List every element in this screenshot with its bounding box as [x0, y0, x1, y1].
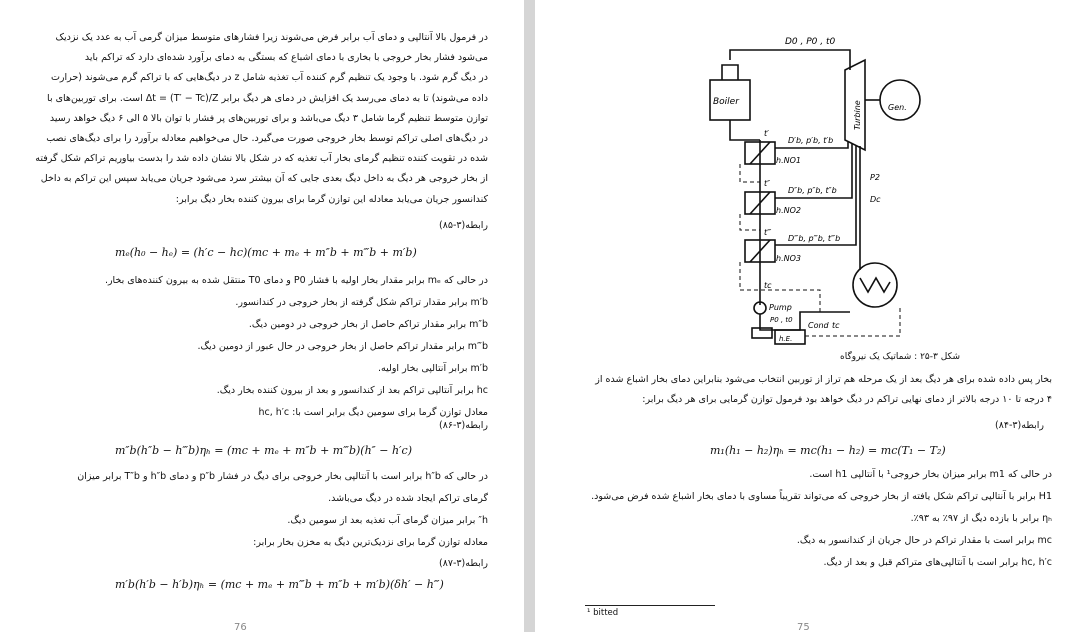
definition-line: m′b برابر آنتالپی بخار اولیه.: [377, 363, 488, 374]
definition-line: در حالی که m1 برابر میزان بخار خروجی¹ با آنتالپی h1 است.: [809, 469, 1052, 480]
page-number: 75: [797, 622, 810, 632]
figure-label-h1: h.NO1: [776, 156, 801, 165]
definition-line: ηₕ برابر با بازده دیگ از ۹۷٪ به ۹۳٪.: [910, 513, 1052, 524]
equation-87: m′b(h′b − h′b)ηₕ = (mc + mₑ + m‴b + m″b + m′b)(δh′ − h‴): [115, 578, 444, 591]
figure-label-t3: t‴: [764, 228, 772, 237]
relation-label: رابطه(۳-۸۵): [439, 220, 488, 231]
definition-line: mc برابر است با مقدار تراکم در حال جریان از کندانسور به دیگ.: [796, 535, 1052, 546]
figure-label-pt: P0 , t0: [770, 316, 793, 324]
equation-84: m₁(h₁ − h₂)ηₕ = mc(h₁ − h₂) = mc(T₁ − T₂): [710, 444, 946, 457]
definition-line: m″b برابر مقدار تراکم حاصل از بخار خروجی در دومین دیگ.: [248, 319, 488, 330]
left-definitions-1: [18, 270, 488, 424]
relation-label: رابطه(۳-۸۷): [439, 558, 488, 569]
figure-label-h3: h.NO3: [776, 254, 801, 263]
figure-label-t1: t′: [764, 129, 769, 138]
figure-label-pump: Pump: [769, 303, 792, 312]
right-definitions: [590, 464, 1052, 574]
figure-label-tc: tc: [764, 281, 772, 290]
definition-line: m′b برابر مقدار تراکم شکل گرفته از بخار خروجی در کندانسور.: [235, 297, 488, 308]
text-line: شده در تقویت کننده تنظیم گرمای بخار آب تغذیه که در شکل بالا نشان داده شد را بدست بیاوریم تراکم شکل گرفته: [35, 153, 488, 165]
relation-label: رابطه(۳-۸۶): [439, 420, 488, 431]
text-line: بخار پس داده شده برای هر دیگ بعد از یک مرحله هم تراز از توربین انتخاب می‌شود بنابراین دمای بخار اشباع شده از: [595, 374, 1052, 385]
figure-label-cond: Cond: [808, 321, 829, 330]
footnote: ¹ bitted: [587, 608, 619, 618]
figure-label-b1: D′b, p′b, t′b: [788, 136, 834, 145]
figure-label-top: D0 , P0 , t0: [785, 37, 836, 47]
text-line: از بخار خروجی هر دیگ به داخل دیگ بعدی جایی که آن بیشتر سرد می‌شود جریان می‌یابد سپس این تراکم به داخل: [40, 173, 488, 185]
figure-label-b3: D‴b, p‴b, t‴b: [788, 234, 841, 243]
text-line: در دیگ‌های اصلی تراکم توسط بخار خروجی صورت می‌گیرد. حال می‌خواهیم معادله برآورد را برای دیگ‌های نصب: [46, 133, 488, 145]
definition-line: H1 برابر با آنتالپی تراکم شکل یافته از بخار خروجی که می‌تواند تقریباً مساوی با دمای بخار اشباع شده فرض می‌شود.: [591, 491, 1052, 502]
text-line: می‌شود فشار بخار خروجی با بخاری با دمای اشباع که بستگی به دمای برآورد شده‌ای دارد که تراکم باید: [84, 52, 488, 64]
equation-85: mₑ(h₀ − hₑ) = (h′c − hc)(mc + mₑ + m″b + m‴b + m′b): [115, 246, 417, 259]
figure-label-pc: P2: [870, 173, 880, 182]
figure-label-h2: h.NO2: [776, 206, 801, 215]
footnote-rule: [585, 605, 715, 606]
figure-label-turbine: Turbine: [853, 100, 862, 130]
figure-label-b2: D″b, p″b, t″b: [788, 186, 837, 195]
figure-label-he: h.E.: [779, 335, 793, 343]
text-line: در دیگ گرم شود. با وجود یک تنظیم گرم کننده آب تغذیه شامل z در دیگ‌هایی که با تراکم گرم می‌شوند (حرارت: [50, 72, 488, 84]
figure-label-boiler: Boiler: [713, 97, 739, 107]
right-page: [535, 0, 1074, 632]
page-number: 76: [234, 622, 247, 632]
definition-line: معادله توازن گرما برای نزدیک‌ترین دیگ به مخزن بخار برابر:: [253, 537, 488, 548]
relation-label: رابطه(۳-۸۴): [995, 420, 1044, 431]
left-page: [0, 0, 524, 632]
left-definitions-2: [18, 466, 488, 554]
text-line: کندانسور جریان می‌یابد معادله این توازن گرما برای بیرون کننده بخار دیگ برابر:: [175, 193, 488, 205]
definition-line: m‴b برابر مقدار تراکم حاصل از بخار خروجی در حال عبور از دومین دیگ.: [197, 341, 488, 352]
definition-line: در حالی که h″b برابر است با آنتالپی بخار خروجی برای دیگ در فشار p″b و دمای h″b و T″b برابر میزان: [77, 471, 488, 482]
text-line: ۴ درجه تا ۱۰ درجه بالاتر از دمای نهایی تراکم در دیگ خواهد بود فرمول توازن گرمایی برای هر دیگ برابر:: [642, 394, 1052, 406]
figure-label-tcond: tc: [832, 321, 840, 330]
right-paragraph: [590, 370, 1052, 410]
text-line: در فرمول بالا آنتالپی و دمای آب برابر فرض می‌شوند زیرا فشارهای متوسط میزان گرمی آب به عدد یک نزدیک: [55, 32, 488, 43]
figure-label-t2: t″: [764, 179, 771, 188]
definition-line: معادل توازن گرما برای سومین دیگ برابر است با: hc, h′c: [258, 407, 488, 418]
left-paragraph-1: [18, 28, 488, 210]
figure-caption: شکل ۳-۲۵ : شماتیک یک نیروگاه: [840, 352, 961, 362]
power-plant-schematic: [700, 30, 930, 360]
book-gutter: [524, 0, 535, 632]
equation-86: m″b(h″b − h‴b)ηₕ = (mc + mₑ + m″b + m‴b)(h″ − h′c): [115, 444, 413, 457]
definition-line: hc برابر آنتالپی تراکم بعد از کندانسور و بعد از بیرون کننده بخار دیگ.: [216, 385, 488, 396]
text-line: داده می‌شوند) تا به دمای می‌رسد یک افزایش در دمای هر دیگ برابر Δt = (T′ − Tc)/Z است. برای توربین‌های با: [47, 92, 488, 104]
definition-line: hc, h′c برابر است با آنتالپی‌های متراکم قبل و بعد از دیگ.: [823, 557, 1052, 568]
definition-line: در حالی که mₑ برابر مقدار بخار اولیه با فشار P0 و دمای T0 منتقل شده به بیرون کننده‌های بخار.: [104, 275, 488, 286]
text-line: توازن متوسط تنظیم گرما شامل ۳ دیگ می‌باشد و برای توربین‌های پر فشار با توان بالا ۵ الی ۶ دیگ خواهد رسید: [49, 112, 488, 124]
figure-label-dc: Dc: [870, 195, 881, 204]
figure-label-generator: Gen.: [888, 103, 907, 112]
definition-line: h″ برابر میزان گرمای آب تغذیه بعد از سومین دیگ.: [287, 515, 488, 526]
definition-line: گرمای تراکم ایجاد شده در دیگ می‌باشد.: [328, 493, 488, 504]
